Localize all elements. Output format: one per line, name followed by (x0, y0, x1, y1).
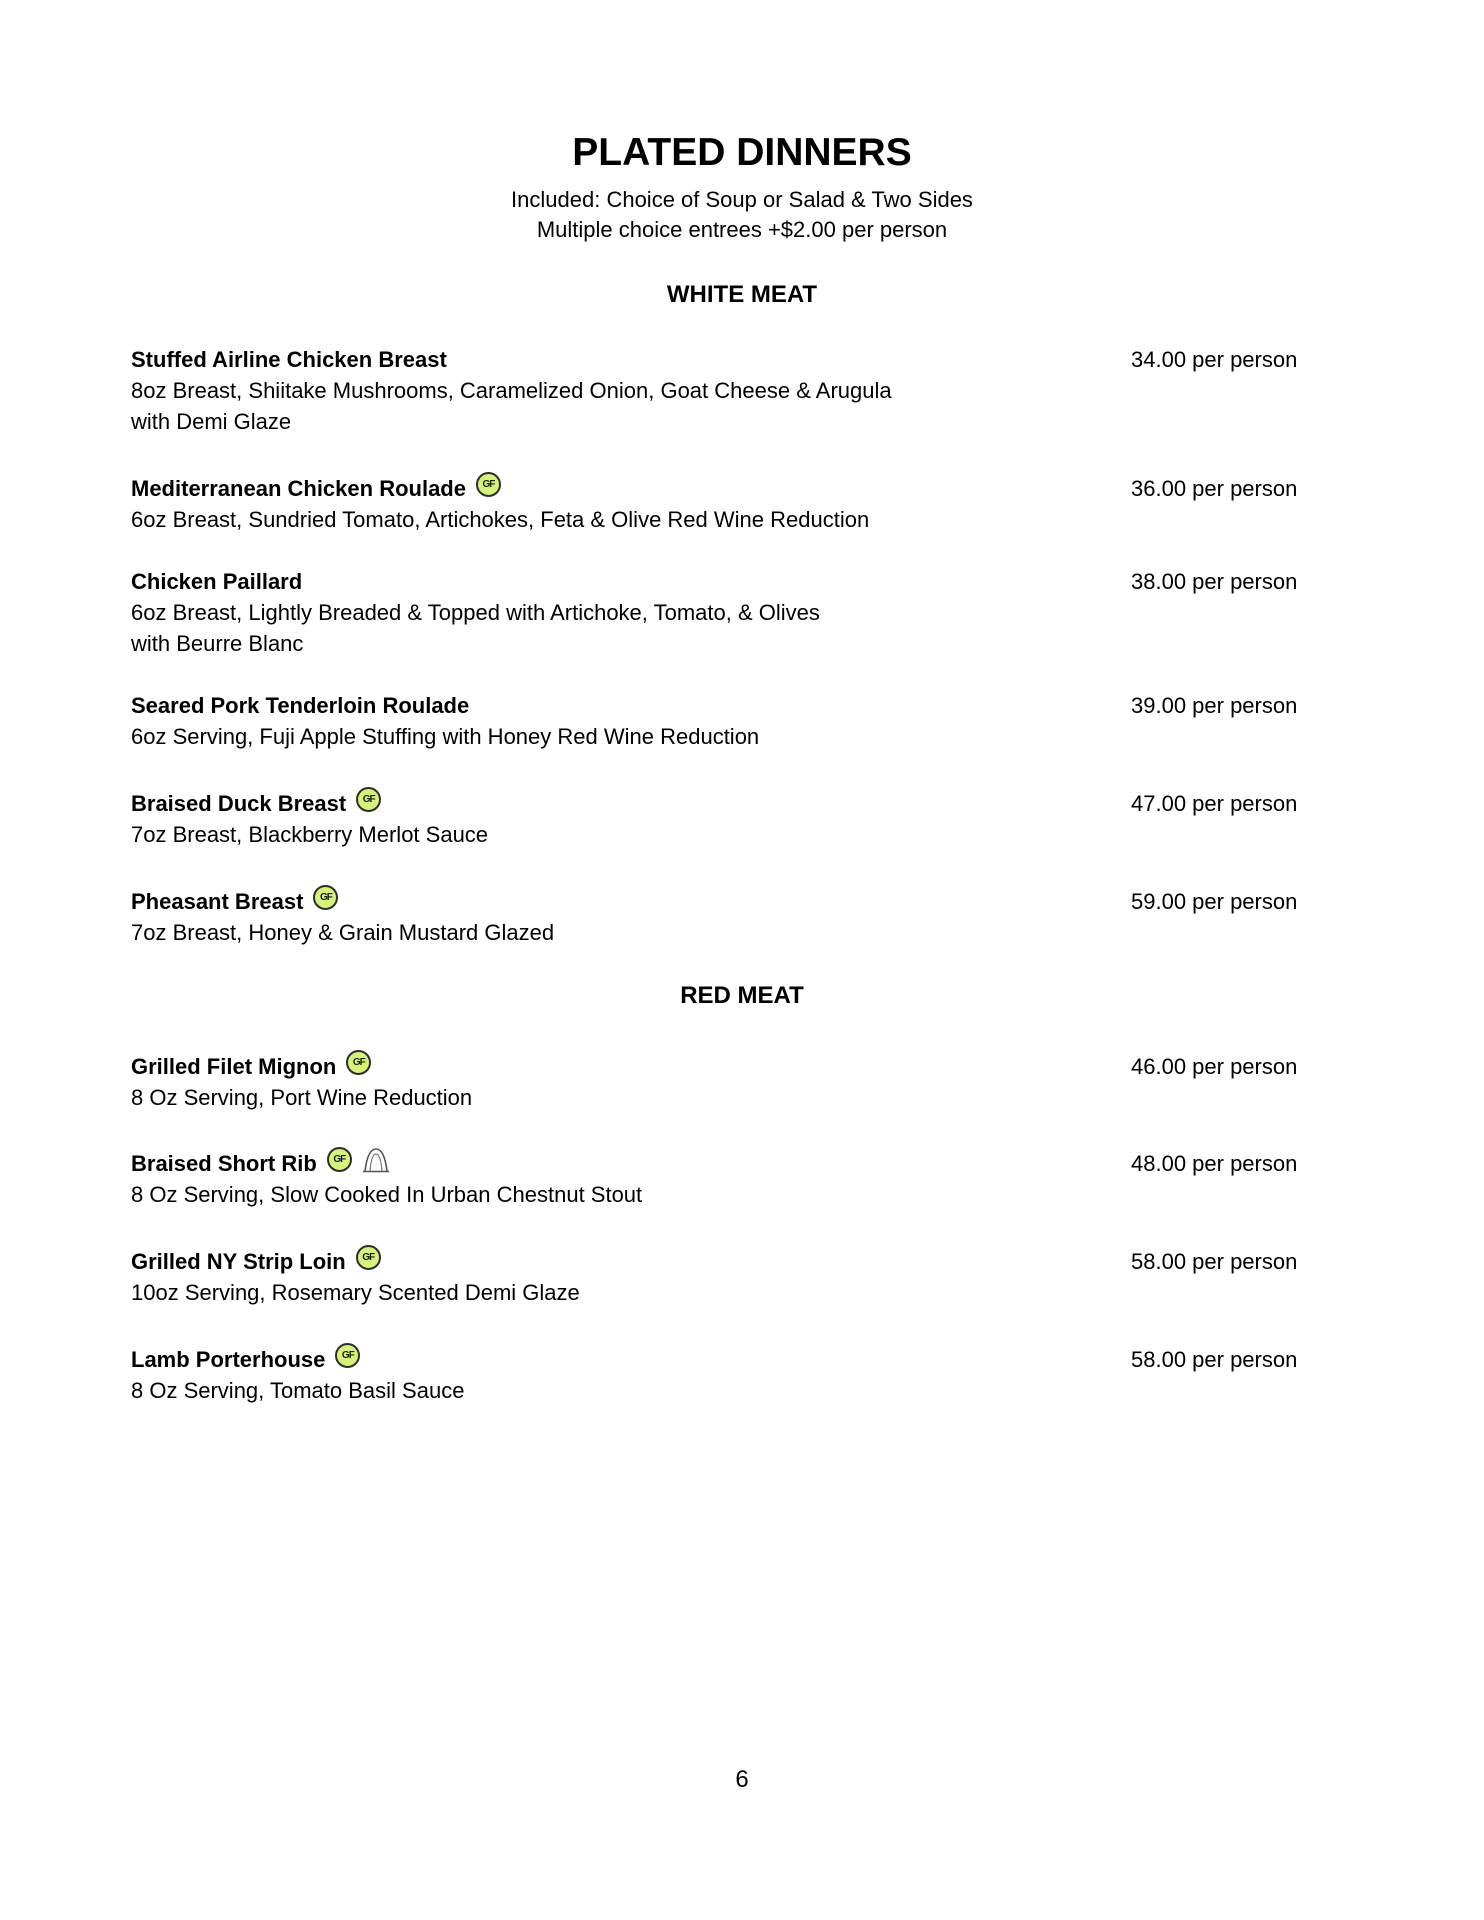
item-description: 7oz Breast, Blackberry Merlot Sauce (131, 822, 489, 847)
menu-item (131, 1246, 1311, 1308)
item-name: Braised Duck Breast (131, 791, 347, 816)
item-price: 39.00 per person (1131, 693, 1298, 718)
item-price: 36.00 per person (1131, 476, 1298, 501)
item-price: 46.00 per person (1131, 1054, 1298, 1079)
arch-icon (362, 1147, 390, 1173)
item-name: Stuffed Airline Chicken Breast (131, 347, 447, 372)
item-name: Grilled Filet Mignon (131, 1054, 337, 1079)
item-description: 8oz Breast, Shiitake Mushrooms, Caramelized Onion, Goat Cheese & Arugula with Demi Glaze (131, 378, 892, 434)
page-number: 6 (735, 1766, 749, 1793)
menu-item (131, 1148, 1311, 1210)
section-heading-white-meat: WHITE MEAT (666, 281, 818, 308)
menu-item (131, 473, 1311, 535)
gluten-free-icon: GF (313, 885, 338, 910)
item-price: 59.00 per person (1131, 889, 1298, 914)
page-title: PLATED DINNERS (572, 131, 912, 174)
item-price: 47.00 per person (1131, 791, 1298, 816)
item-name: Pheasant Breast (131, 889, 304, 914)
item-name: Grilled NY Strip Loin (131, 1249, 346, 1274)
item-description: 7oz Breast, Honey & Grain Mustard Glazed (131, 920, 555, 945)
gluten-free-icon: GF (476, 472, 501, 497)
item-name: Braised Short Rib (131, 1151, 317, 1176)
included-line: Included: Choice of Soup or Salad & Two Sides (511, 187, 973, 212)
item-name: Seared Pork Tenderloin Roulade (131, 693, 470, 718)
gluten-free-icon: GF (356, 787, 381, 812)
multiple-choice-line: Multiple choice entrees +$2.00 per person (536, 217, 948, 242)
menu-item (131, 1051, 1311, 1113)
item-price: 58.00 per person (1131, 1249, 1298, 1274)
menu-item (131, 1344, 1311, 1406)
menu-item (131, 886, 1311, 948)
gluten-free-icon: GF (356, 1245, 381, 1270)
item-price: 48.00 per person (1131, 1151, 1298, 1176)
gluten-free-icon: GF (346, 1050, 371, 1075)
item-price: 58.00 per person (1131, 1347, 1298, 1372)
gluten-free-icon: GF (327, 1147, 352, 1172)
item-name: Lamb Porterhouse (131, 1347, 326, 1372)
menu-item (131, 344, 1311, 437)
menu-item (131, 566, 1311, 659)
item-name: Mediterranean Chicken Roulade (131, 476, 466, 501)
item-price: 38.00 per person (1131, 569, 1298, 594)
item-description: 8 Oz Serving, Port Wine Reduction (131, 1085, 473, 1110)
item-description: 8 Oz Serving, Slow Cooked In Urban Chestnut Stout (131, 1182, 643, 1207)
menu-item (131, 788, 1311, 850)
item-description: 6oz Breast, Lightly Breaded & Topped with Artichoke, Tomato, & Olives with Beurre Blanc (131, 600, 820, 656)
item-description: 6oz Breast, Sundried Tomato, Artichokes, Feta & Olive Red Wine Reduction (131, 507, 870, 532)
item-description: 10oz Serving, Rosemary Scented Demi Glaze (131, 1280, 580, 1305)
section-heading-red-meat: RED MEAT (680, 982, 804, 1009)
item-price: 34.00 per person (1131, 347, 1298, 372)
item-description: 8 Oz Serving, Tomato Basil Sauce (131, 1378, 465, 1403)
item-description: 6oz Serving, Fuji Apple Stuffing with Honey Red Wine Reduction (131, 724, 760, 749)
gluten-free-icon: GF (335, 1343, 360, 1368)
item-name: Chicken Paillard (131, 569, 303, 594)
menu-item (131, 690, 1311, 752)
